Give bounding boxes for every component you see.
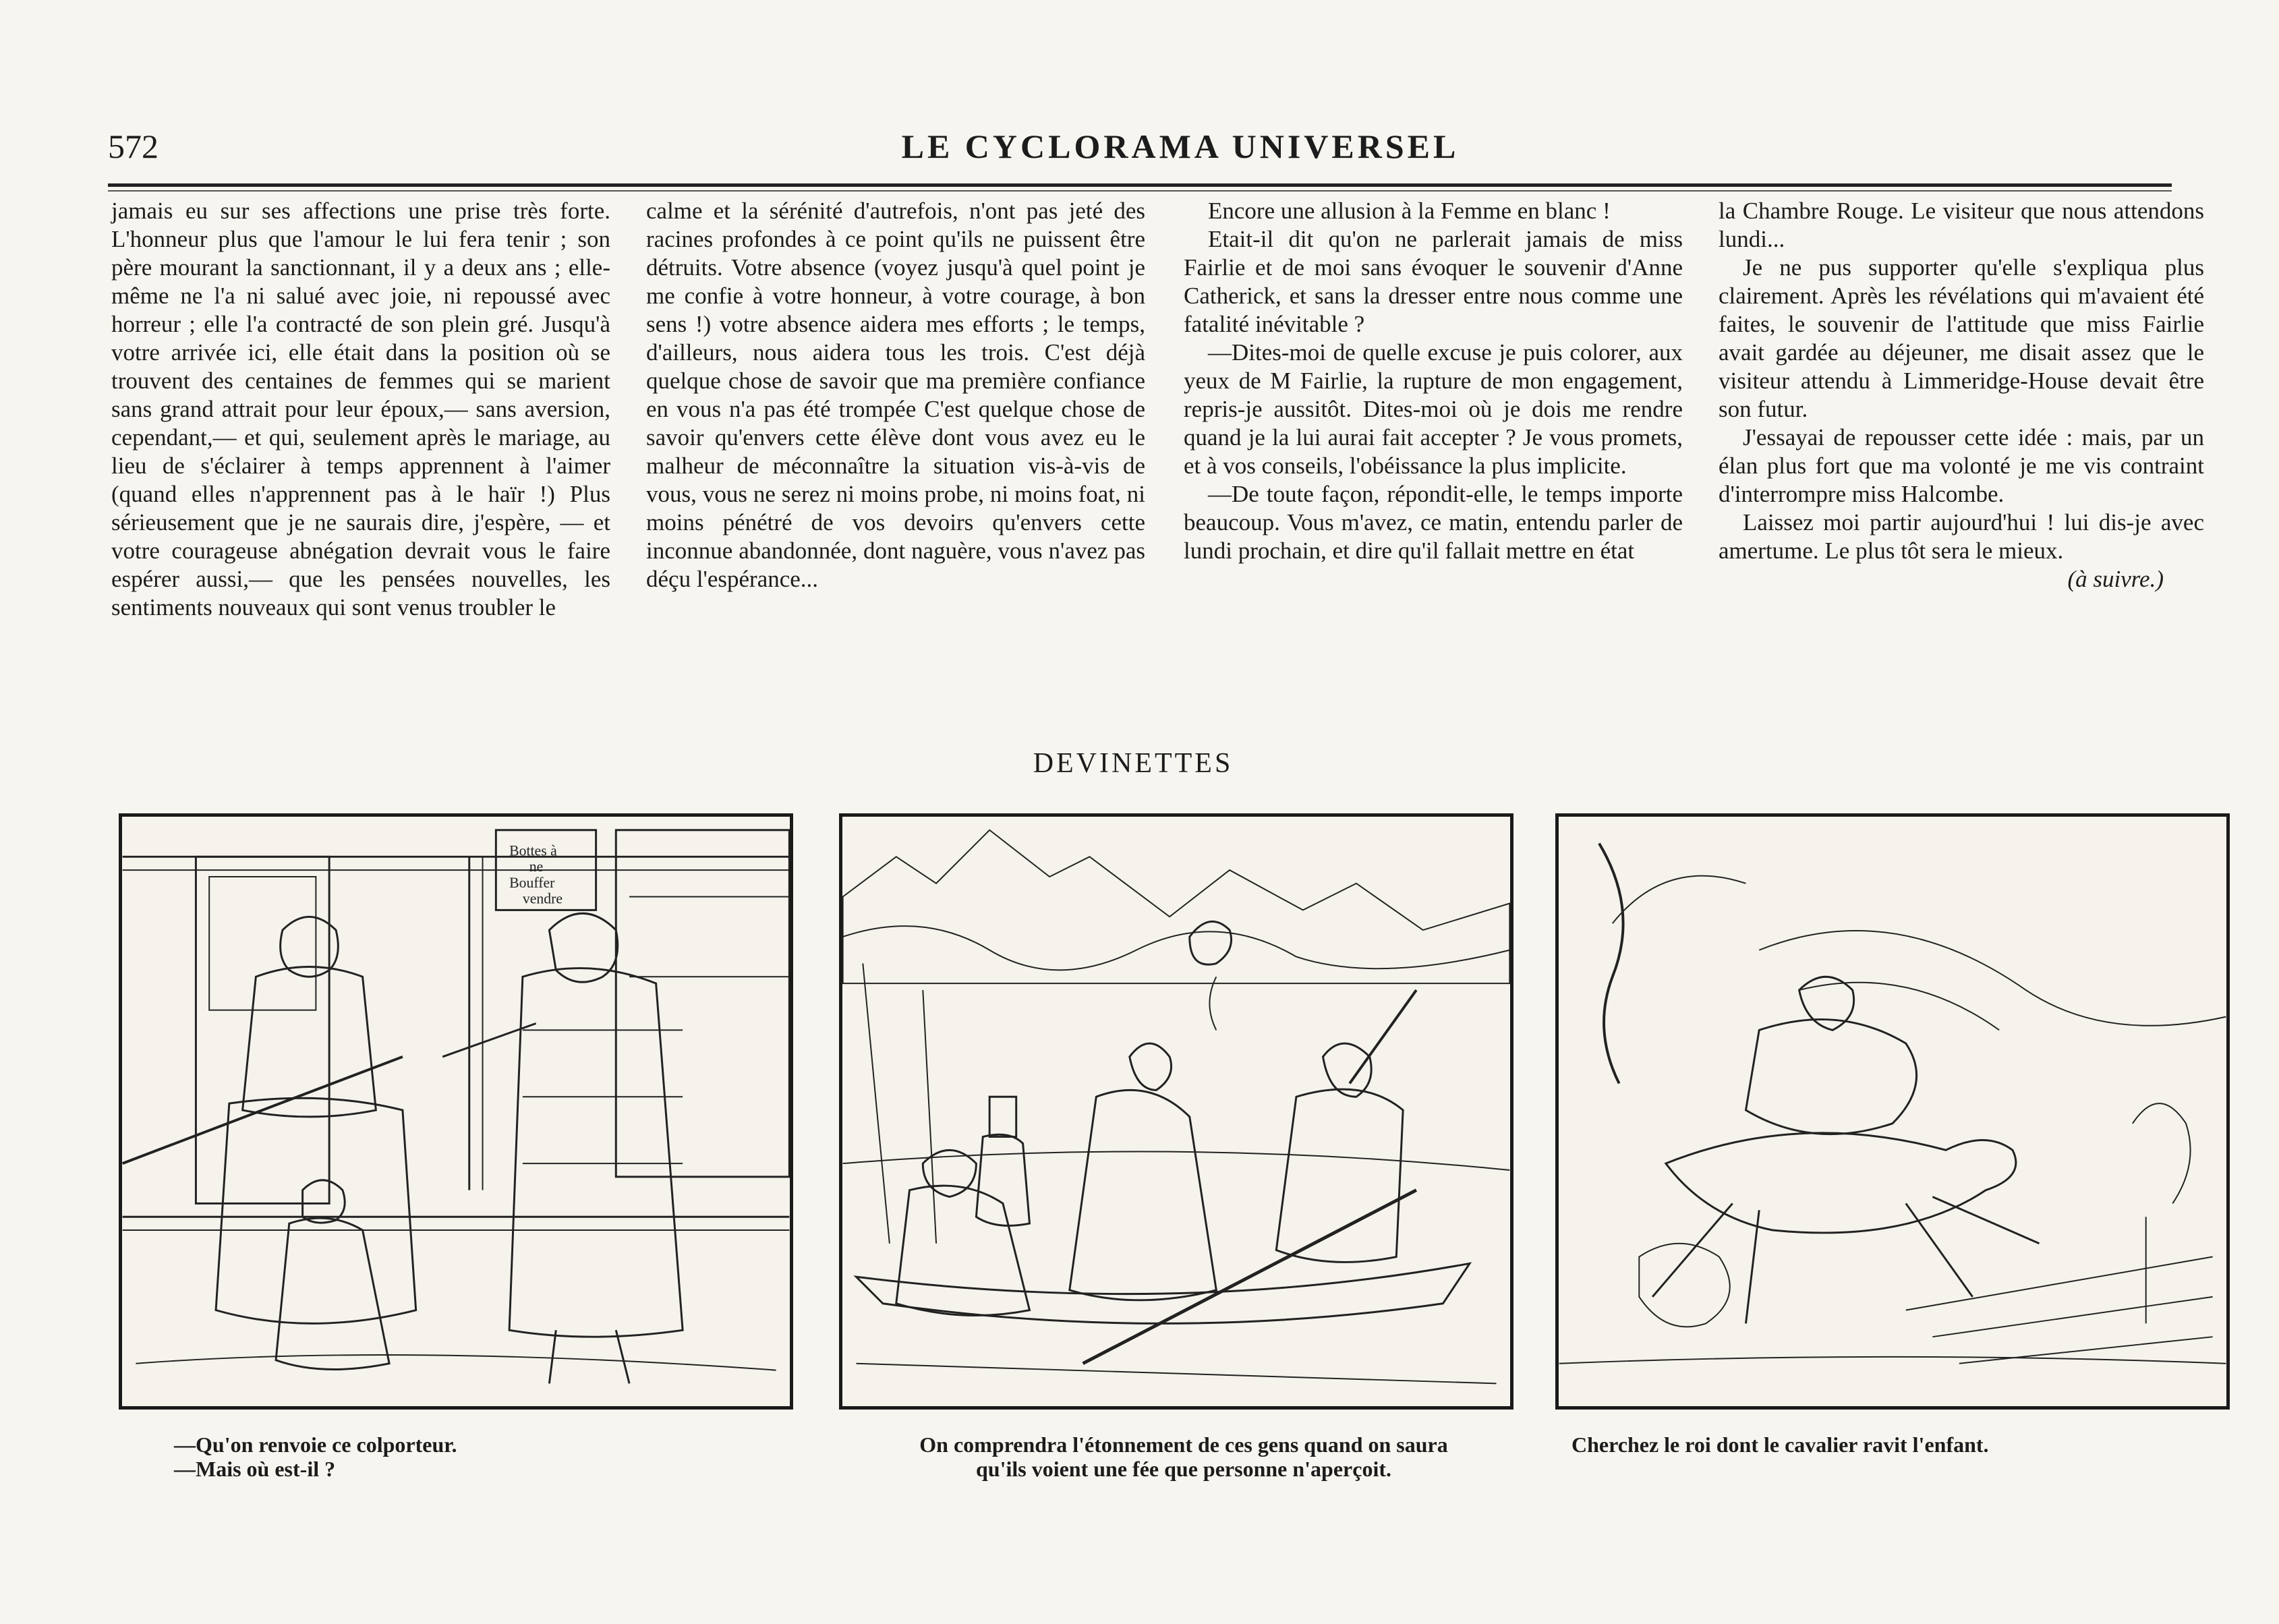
sign-text-line: vendre: [522, 890, 563, 907]
paragraph: jamais eu sur ses affections une prise très forte. L'honneur plus que l'amour le lui fera tenir ; son père mourant la sanctionnant, il y a deux ans ; elle-même ne l'a ni salué avec joie, ni repoussé avec horreur ; elle l'a contracté de son plein gré. Jusqu'à votre arrivée ici, elle était dans la position où se trouvent des centaines de femmes qui se marient sans grand attrait pour leur époux,— sans aversion, cependant,— et qui, seulement après le mariage, au lieu de s'éclairer à temps apprennent à l'aimer (quand elles n'apprennent pas à le haïr !) Plus sérieusement que je ne saurais dire, j'espère, — et votre courageuse abnégation devrait vous le faire espérer aussi,— que les pensées nouvelles, les sentiments nouveaux qui sont venus troubler le: [111, 198, 610, 620]
caption-panel-1: [174, 1432, 646, 1481]
caption-line: —Mais où est-il ?: [174, 1457, 336, 1481]
illustration-panel-3: [1555, 813, 2230, 1410]
paragraph: Encore une allusion à la Femme en blanc !: [1208, 198, 1611, 224]
shop-scene-illustration: [122, 817, 790, 1406]
journal-title: LE CYCLORAMA UNIVERSEL: [901, 127, 1460, 165]
paragraph: calme et la sérénité d'autrefois, n'ont pas jeté des racines profondes à ce point qu'ils ne puissent être détruits. Votre absence (voyez jusqu'à quel point je me confie à votre honneur, à votre courage, à bon sens !) votre absence aidera mes efforts ; le temps, d'ailleurs, nous aidera tous les trois. C'est déjà quelque chose de savoir que ma première confiance en vous n'a pas été trompée C'est quelque chose de savoir qu'envers cette élève dont vous avez eu le malheur de méconnaître la situation vis-à-vis de vous, vous ne serez ni moins probe, ni moins foat, ni moins pénétré de vos devoirs qu'envers cette inconnue abandonnée, dont naguère, vous n'avez pas déçu l'espérance...: [646, 198, 1145, 592]
paragraph: J'essayai de repousser cette idée : mais, par un élan plus fort que ma volonté je me vis contraint d'interrompre miss Halcombe.: [1719, 424, 2204, 507]
paragraph: —Dites-moi de quelle excuse je puis colorer, aux yeux de M Fairlie, la rupture de mon engagement, repris-je aussitôt. Dites-moi où je dois me rendre quand je la lui aurai fait accepter ? Je vous promets, et à vos conseils, l'obéissance la plus implicite.: [1184, 339, 1683, 479]
illustration-panel-1: [119, 813, 793, 1410]
paragraph: Je ne pus supporter qu'elle s'expliqua plus clairement. Après les révélations qui m'avaient été faites, le souvenir de l'attitude que miss Fairlie avait gardée au déjeuner, me disait assez que le visiteur attendu à Limmeridge-House devait être son futur.: [1719, 254, 2204, 422]
caption-panel-2: [853, 1432, 1514, 1481]
header-rule-thin: [108, 190, 2172, 192]
illustration-panel-2: [839, 813, 1513, 1410]
sign-text-line: Bottes à: [509, 842, 557, 859]
page-number: 572: [108, 127, 158, 165]
sign-text-line: Bouffer: [509, 874, 555, 891]
paragraph: Laissez moi partir aujourd'hui ! lui dis-je avec amertume. Le plus tôt sera le mieux.: [1719, 509, 2204, 564]
header-rule: [108, 183, 2172, 187]
paragraph: Etait-il dit qu'on ne parlerait jamais de miss Fairlie et de moi sans évoquer le souvenir d'Anne Catherick, et sans la dresser entre nous comme une fatalité inévitable ?: [1184, 226, 1683, 337]
text-column-2: [646, 197, 1145, 593]
paragraph: —De toute façon, répondit-elle, le temps importe beaucoup. Vous m'avez, ce matin, entendu parler de lundi prochain, et dire qu'il fallait mettre en état: [1184, 481, 1683, 564]
horse-rider-illustration: [1559, 817, 2226, 1406]
section-title: DEVINETTES: [1033, 748, 1234, 779]
text-column-4: [1719, 197, 2204, 593]
caption-line: —Qu'on renvoie ce colporteur.: [174, 1432, 457, 1457]
boat-scene-illustration: [842, 817, 1510, 1406]
caption-line: qu'ils voient une fée que personne n'aperçoit.: [975, 1457, 1391, 1481]
sign-text-line: ne: [529, 859, 544, 875]
caption-line: On comprendra l'étonnement de ces gens quand on saura: [919, 1432, 1448, 1457]
to-be-continued: (à suivre.): [2067, 566, 2164, 592]
text-column-3: [1184, 197, 1683, 565]
text-column-1: [111, 197, 610, 622]
caption-panel-3: [1571, 1432, 2232, 1457]
caption-line: Cherchez le roi dont le cavalier ravit l'enfant.: [1571, 1432, 1989, 1457]
paragraph: la Chambre Rouge. Le visiteur que nous attendons lundi...: [1719, 198, 2204, 252]
page-header: [108, 123, 2172, 177]
